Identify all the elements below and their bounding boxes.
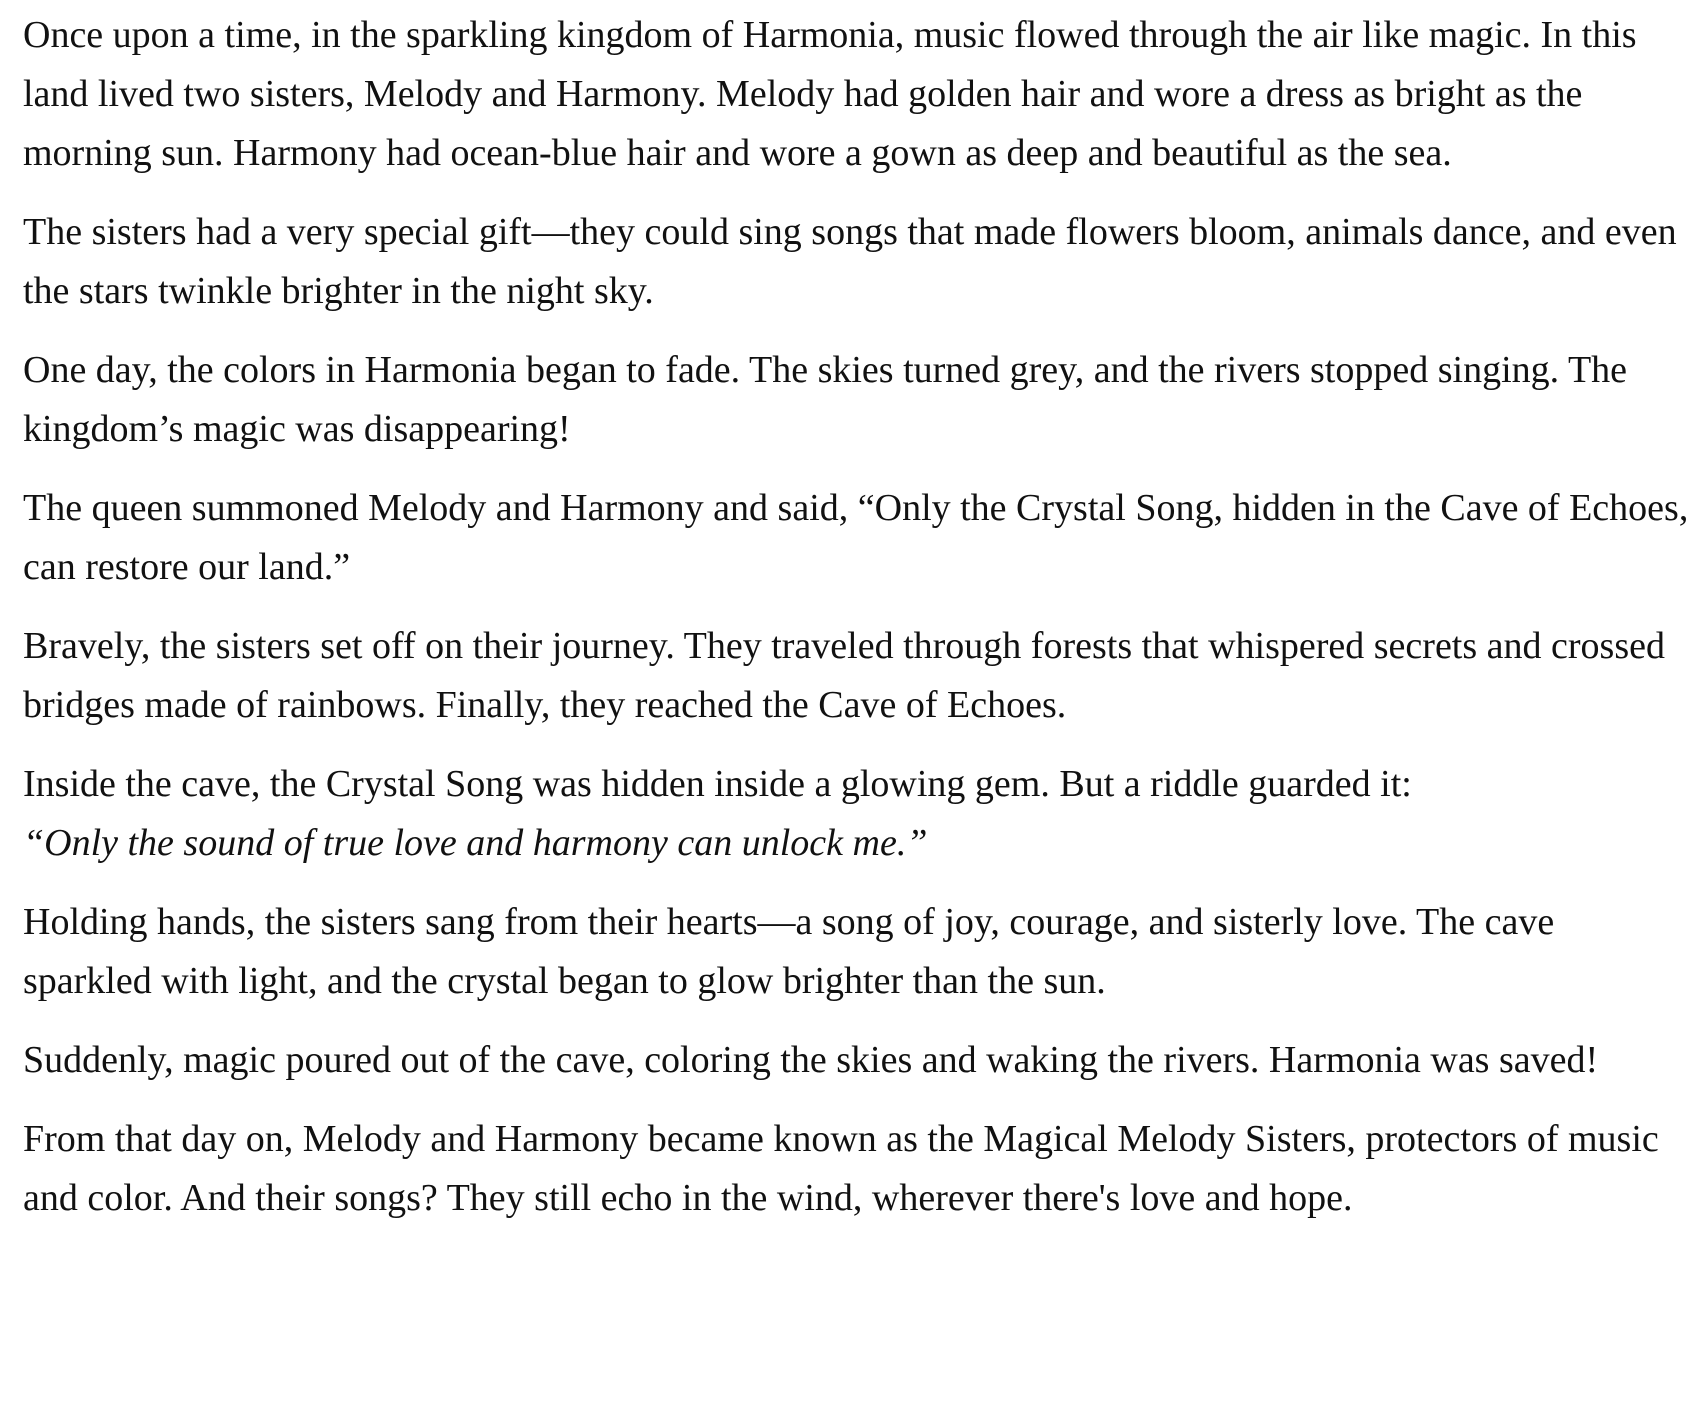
story-paragraph-3: One day, the colors in Harmonia began to fade. The skies turned grey, and the rivers stopped singing. The kingdom’s magic was disappearing! <box>23 349 1628 450</box>
story-paragraph-7: Holding hands, the sisters sang from their hearts—a song of joy, courage, and sisterly love. The cave sparkled with light, and the crystal began to glow brighter than the sun. <box>23 901 1555 1002</box>
story-paragraph-1: Once upon a time, in the sparkling kingdom of Harmonia, music flowed through the air like magic. In this land lived two sisters, Melody and Harmony. Melody had golden hair and wore a dress as bright as the morning sun. Harmony had ocean-blue hair and wore a gown as deep and beautiful as the sea. <box>23 14 1637 174</box>
story-paragraph-2: The sisters had a very special gift—they could sing songs that made flowers bloom, animals dance, and even the stars twinkle brighter in the night sky. <box>23 211 1677 312</box>
story-paragraph-5: Bravely, the sisters set off on their journey. They traveled through forests that whispered secrets and crossed bridges made of rainbows. Finally, they reached the Cave of Echoes. <box>23 625 1665 726</box>
story-paragraph-9: From that day on, Melody and Harmony became known as the Magical Melody Sisters, protectors of music and color. And their songs? They still echo in the wind, wherever there's love and hope. <box>23 1118 1659 1219</box>
story-paragraph-6 <box>23 755 1691 873</box>
story-paragraph-8: Suddenly, magic poured out of the cave, coloring the skies and waking the rivers. Harmonia was saved! <box>23 1039 1599 1081</box>
riddle-quote: “Only the sound of true love and harmony can unlock me.” <box>23 822 928 864</box>
story-paragraph-4: The queen summoned Melody and Harmony and said, “Only the Crystal Song, hidden in the Cave of Echoes, can restore our land.” <box>23 487 1689 588</box>
story-paragraph-6-text: Inside the cave, the Crystal Song was hidden inside a glowing gem. But a riddle guarded it: <box>23 763 1412 805</box>
